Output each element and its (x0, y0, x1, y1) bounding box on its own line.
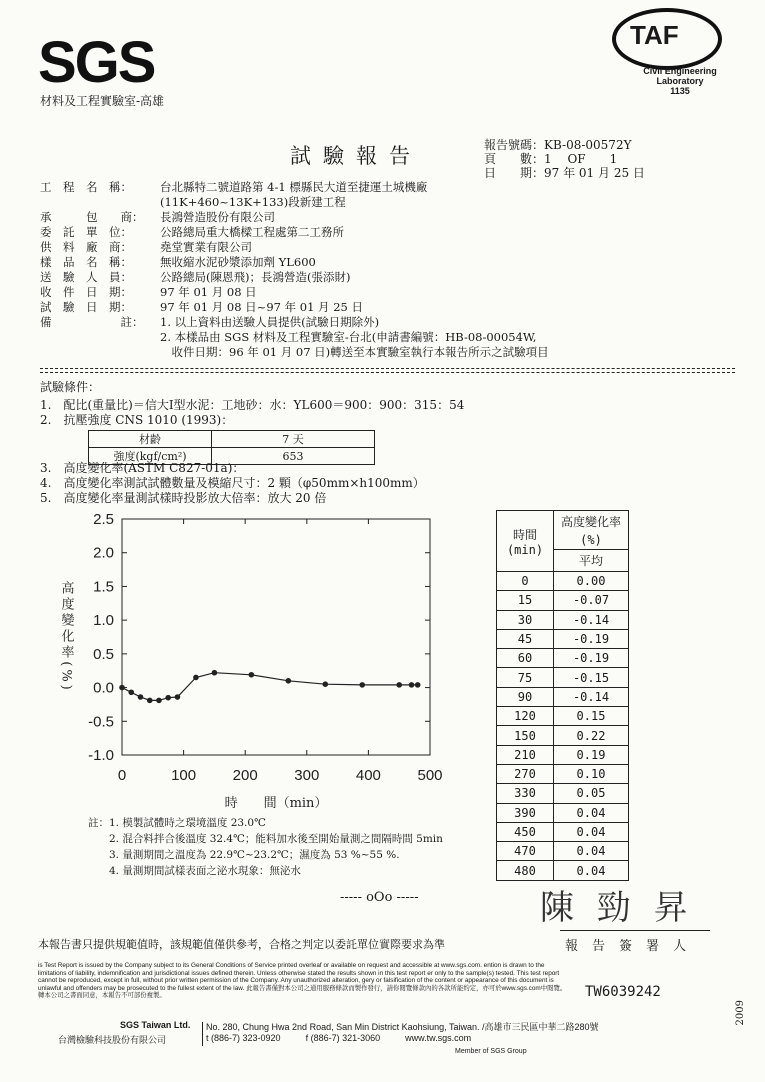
info-row (40, 255, 316, 270)
report-date-value: 97 年 01 月 25 日 (544, 166, 645, 180)
time-cell: 0 (497, 572, 554, 591)
time-cell: 270 (497, 764, 554, 783)
table-row (497, 764, 629, 783)
table-row (497, 591, 629, 610)
table-row (497, 668, 629, 687)
strength-table (88, 430, 375, 465)
report-number-label: 報告號碼： (484, 138, 545, 152)
rate-cell: 0.04 (554, 842, 629, 861)
note-2: 2. 混合料拌合後溫度 32.4℃；能料加水後至開始量測之間隔時間 5min (88, 833, 443, 845)
report-number-value: KB-08-00572Y (544, 138, 632, 152)
rate-cell: 0.05 (554, 784, 629, 803)
time-cell: 120 (497, 707, 554, 726)
height-change-chart (40, 505, 480, 815)
info-value: 台北縣特二號道路第 4-1 標縣民大道至捷運土城機廠 (160, 180, 428, 194)
rate-cell: -0.19 (554, 629, 629, 648)
rate-cell: 0.22 (554, 726, 629, 745)
info-label: 備 註： (40, 315, 144, 329)
data-point (128, 689, 134, 695)
table-header-time (497, 511, 554, 572)
note-1: 註：1. 模製試體時之環境溫度 23.0℃ (88, 817, 266, 829)
y-tick-label: 0.5 (93, 645, 114, 663)
company-en: SGS Taiwan Ltd. (120, 1020, 191, 1030)
taf-line-3: 1135 (670, 86, 690, 96)
rate-cell: 0.00 (554, 572, 629, 591)
company-contact (206, 1033, 471, 1043)
report-pages-label: 頁 數： (484, 152, 545, 166)
data-point (156, 698, 162, 704)
info-row (40, 330, 536, 345)
table-row (497, 687, 629, 706)
info-row (40, 225, 344, 240)
table-row (497, 784, 629, 803)
y-tick-label: 0.0 (93, 679, 114, 697)
note-4: 4. 量測期間試樣表面之泌水現象：無泌水 (88, 865, 301, 877)
condition-5: 5. 高度變化率量測試樣時投影放大倍率：放大 20 倍 (40, 491, 327, 505)
rate-cell: 0.19 (554, 745, 629, 764)
table-row (497, 726, 629, 745)
data-point (415, 682, 421, 688)
info-row (40, 285, 257, 300)
signature: 陳 勁 昇 (540, 888, 694, 928)
table-header-average: 平均 (554, 550, 629, 572)
x-tick-label: 400 (355, 767, 381, 784)
info-label: 承 包 商： (40, 210, 144, 224)
y-tick-label: 2.5 (93, 511, 114, 528)
rate-cell: -0.07 (554, 591, 629, 610)
data-point (175, 694, 181, 700)
info-label: 收 件 日 期： (40, 285, 132, 299)
table-row (497, 861, 629, 880)
data-point (322, 681, 328, 687)
time-cell: 75 (497, 668, 554, 687)
x-tick-label: 0 (117, 767, 127, 784)
report-date-label: 日 期： (484, 166, 545, 180)
taf-line-2: Laboratory (656, 76, 704, 86)
taf-line-1: Civil Engineering (643, 66, 717, 76)
taf-logo: TAF (630, 20, 679, 50)
strength-value: 653 (212, 448, 375, 465)
time-unit: (min) (506, 542, 544, 557)
rate-cell: 0.04 (554, 822, 629, 841)
note-3: 3. 量測期間之溫度為 22.9℃~23.2℃；濕度為 53 %~55 %. (88, 849, 400, 861)
info-label: 樣 品 名 稱： (40, 255, 132, 269)
time-cell: 30 (497, 610, 554, 629)
table-row (497, 572, 629, 591)
condition-4: 4. 高度變化率測試試體數量及模縮尺寸：2 顆（φ50mm×h100mm） (40, 476, 425, 490)
info-row (40, 210, 275, 225)
x-tick-label: 200 (232, 767, 258, 784)
y-tick-label: -0.5 (88, 713, 114, 731)
table-row (497, 803, 629, 822)
rate-cell: 0.15 (554, 707, 629, 726)
info-value: 公路總局重大橋樑工程處第二工務所 (160, 225, 344, 239)
info-row (40, 315, 379, 330)
time-cell: 210 (497, 745, 554, 764)
rate-cell: -0.15 (554, 668, 629, 687)
phone: t (886-7) 323-0920 (206, 1033, 281, 1043)
rate-cell: -0.14 (554, 687, 629, 706)
y-tick-label: 2.0 (93, 544, 114, 562)
table-row (497, 842, 629, 861)
divider (40, 368, 735, 369)
y-tick-label: 1.5 (93, 578, 114, 596)
info-label: 工 程 名 稱： (40, 180, 132, 194)
info-value: 無收縮水泥砂漿添加劑 YL600 (160, 255, 316, 269)
table-row (497, 822, 629, 841)
condition-2: 2. 抗壓強度 CNS 1010 (1993)： (40, 413, 234, 427)
x-axis-label: 時 間（min） (224, 796, 328, 811)
strength-label: 強度(kgf/cm²) (89, 448, 212, 465)
time-cell: 150 (497, 726, 554, 745)
info-value: 公路總局(陳恩飛)；長鴻營造(張添財) (160, 270, 351, 284)
info-label: 送 驗 人 員： (40, 270, 132, 284)
terms-fine-print: is Test Report is issued by the Company subject to its General Conditions of Service printed overleaf or available on request and accessible at www.sgs.com. ention is drawn to the limitations of liability, indemnification and jurisdictional issues defined therein. Unless otherwise stated the results shown in this test report er only to the sample(s) tested. This test report cannot be reproduced, except in full, without prior written permission of the Company. Any unauthorized alteration, gery or falsification of the content or appearance of this document is unlawful and offenders may be prosecuted to the fullest extent of the law. 此報告書僅對本公司之通用服務條款而製作發行，請你閱覽條款內的各款所能約定，亦可於www.sgs.com中閱覽。轉本公司之書面同意，本報告不可部份複製。 (38, 962, 567, 999)
time-cell: 390 (497, 803, 554, 822)
info-value: 收件日期：96 年 01 月 07 日)轉送至本實驗室執行本報告所示之試驗項目 (160, 345, 549, 359)
table-header-percent: (%) (554, 531, 629, 550)
x-tick-label: 100 (171, 767, 197, 784)
data-point (286, 678, 292, 684)
time-cell: 450 (497, 822, 554, 841)
signature-line (560, 930, 710, 931)
report-pages-value: 1 OF 1 (544, 152, 618, 166)
time-cell: 90 (497, 687, 554, 706)
info-row (40, 240, 252, 255)
taf-caption (630, 66, 730, 96)
strength-header-days: 7 天 (212, 431, 375, 448)
x-tick-label: 300 (294, 767, 320, 784)
info-value: (11K+460~13K+133)段新建工程 (160, 195, 346, 209)
sgs-logo: SGS (38, 30, 155, 95)
info-row (40, 195, 346, 210)
info-row (40, 180, 427, 195)
table-row (497, 629, 629, 648)
y-tick-label: -1.0 (88, 747, 114, 764)
company-address: No. 280, Chung Hwa 2nd Road, San Min District Kaohsiung, Taiwan. /高雄市三民區中華二路280號 (206, 1022, 599, 1032)
info-value: 長鴻營造股份有限公司 (160, 210, 275, 224)
time-cell: 330 (497, 784, 554, 803)
info-label: 試 驗 日 期： (40, 300, 132, 314)
y-axis-label: 高度變化率(%) (58, 581, 74, 693)
table-row (497, 610, 629, 629)
rate-cell: -0.19 (554, 649, 629, 668)
condition-3: 3. 高度變化率(ASTM C827-01a)： (40, 461, 245, 475)
time-cell: 60 (497, 649, 554, 668)
report-date (484, 164, 645, 181)
time-label: 時間 (512, 527, 537, 542)
info-value: 97 年 01 月 08 日 (160, 285, 257, 299)
data-point (249, 672, 255, 678)
data-point (193, 675, 199, 681)
data-point (396, 682, 402, 688)
serial-number: TW6039242 (585, 984, 661, 1000)
end-mark: ----- oOo ----- (340, 890, 419, 905)
table-row (497, 745, 629, 764)
condition-1: 1. 配比(重量比)＝信大Ⅰ型水泥：工地砂：水：YL600＝900：900：315：54 (40, 398, 465, 412)
info-value: 堯堂實業有限公司 (160, 240, 252, 254)
info-value: 97 年 01 月 08 日~97 年 01 月 25 日 (160, 300, 363, 314)
x-tick-label: 500 (417, 767, 443, 784)
strength-header-age: 材齡 (89, 431, 212, 448)
fax: f (886-7) 321-3060 (305, 1033, 381, 1043)
time-cell: 45 (497, 629, 554, 648)
rate-cell: 0.04 (554, 861, 629, 880)
info-row (40, 345, 549, 360)
member-note: Member of SGS Group (455, 1048, 527, 1055)
website: www.tw.sgs.com (405, 1033, 472, 1043)
data-point (212, 670, 218, 676)
data-point (359, 682, 365, 688)
signer-label: 報告簽署人 (565, 939, 701, 954)
y-tick-label: 1.0 (93, 612, 114, 630)
time-cell: 470 (497, 842, 554, 861)
conditions-heading: 試驗條件： (40, 380, 101, 394)
info-value: 1. 以上資料由送驗人員提供(試驗日期除外) (160, 315, 380, 329)
report-title: 試驗報告 (290, 144, 422, 168)
table-row (497, 649, 629, 668)
table-header-rate: 高度變化率 (554, 511, 629, 532)
rate-cell: 0.04 (554, 803, 629, 822)
plot-frame (122, 519, 430, 755)
year-mark: 2009 (735, 1000, 746, 1026)
info-value: 2. 本樣品由 SGS 材料及工程實驗室-台北(申請書編號：HB-08-00054W, (160, 330, 537, 344)
info-label: 供 料 廠 商： (40, 240, 132, 254)
rate-cell: 0.10 (554, 764, 629, 783)
height-change-table (496, 510, 629, 881)
time-cell: 480 (497, 861, 554, 880)
disclaimer: 本報告書只提供規範值時，該規範值僅供參考，合格之判定以委託單位實際要求為準 (38, 938, 445, 951)
info-row (40, 270, 350, 285)
company-zh: 台灣檢驗科技股份有限公司 (58, 1036, 167, 1046)
data-point (165, 695, 171, 701)
footer-divider (202, 1022, 203, 1046)
info-row (40, 300, 363, 315)
info-label: 委 託 單 位： (40, 225, 132, 239)
data-point (119, 685, 125, 691)
lab-name: 材料及工程實驗室-高雄 (40, 94, 165, 108)
data-point (409, 682, 415, 688)
time-cell: 15 (497, 591, 554, 610)
table-row (497, 707, 629, 726)
data-point (147, 698, 153, 704)
rate-cell: -0.14 (554, 610, 629, 629)
data-point (138, 694, 144, 700)
divider (40, 372, 735, 373)
